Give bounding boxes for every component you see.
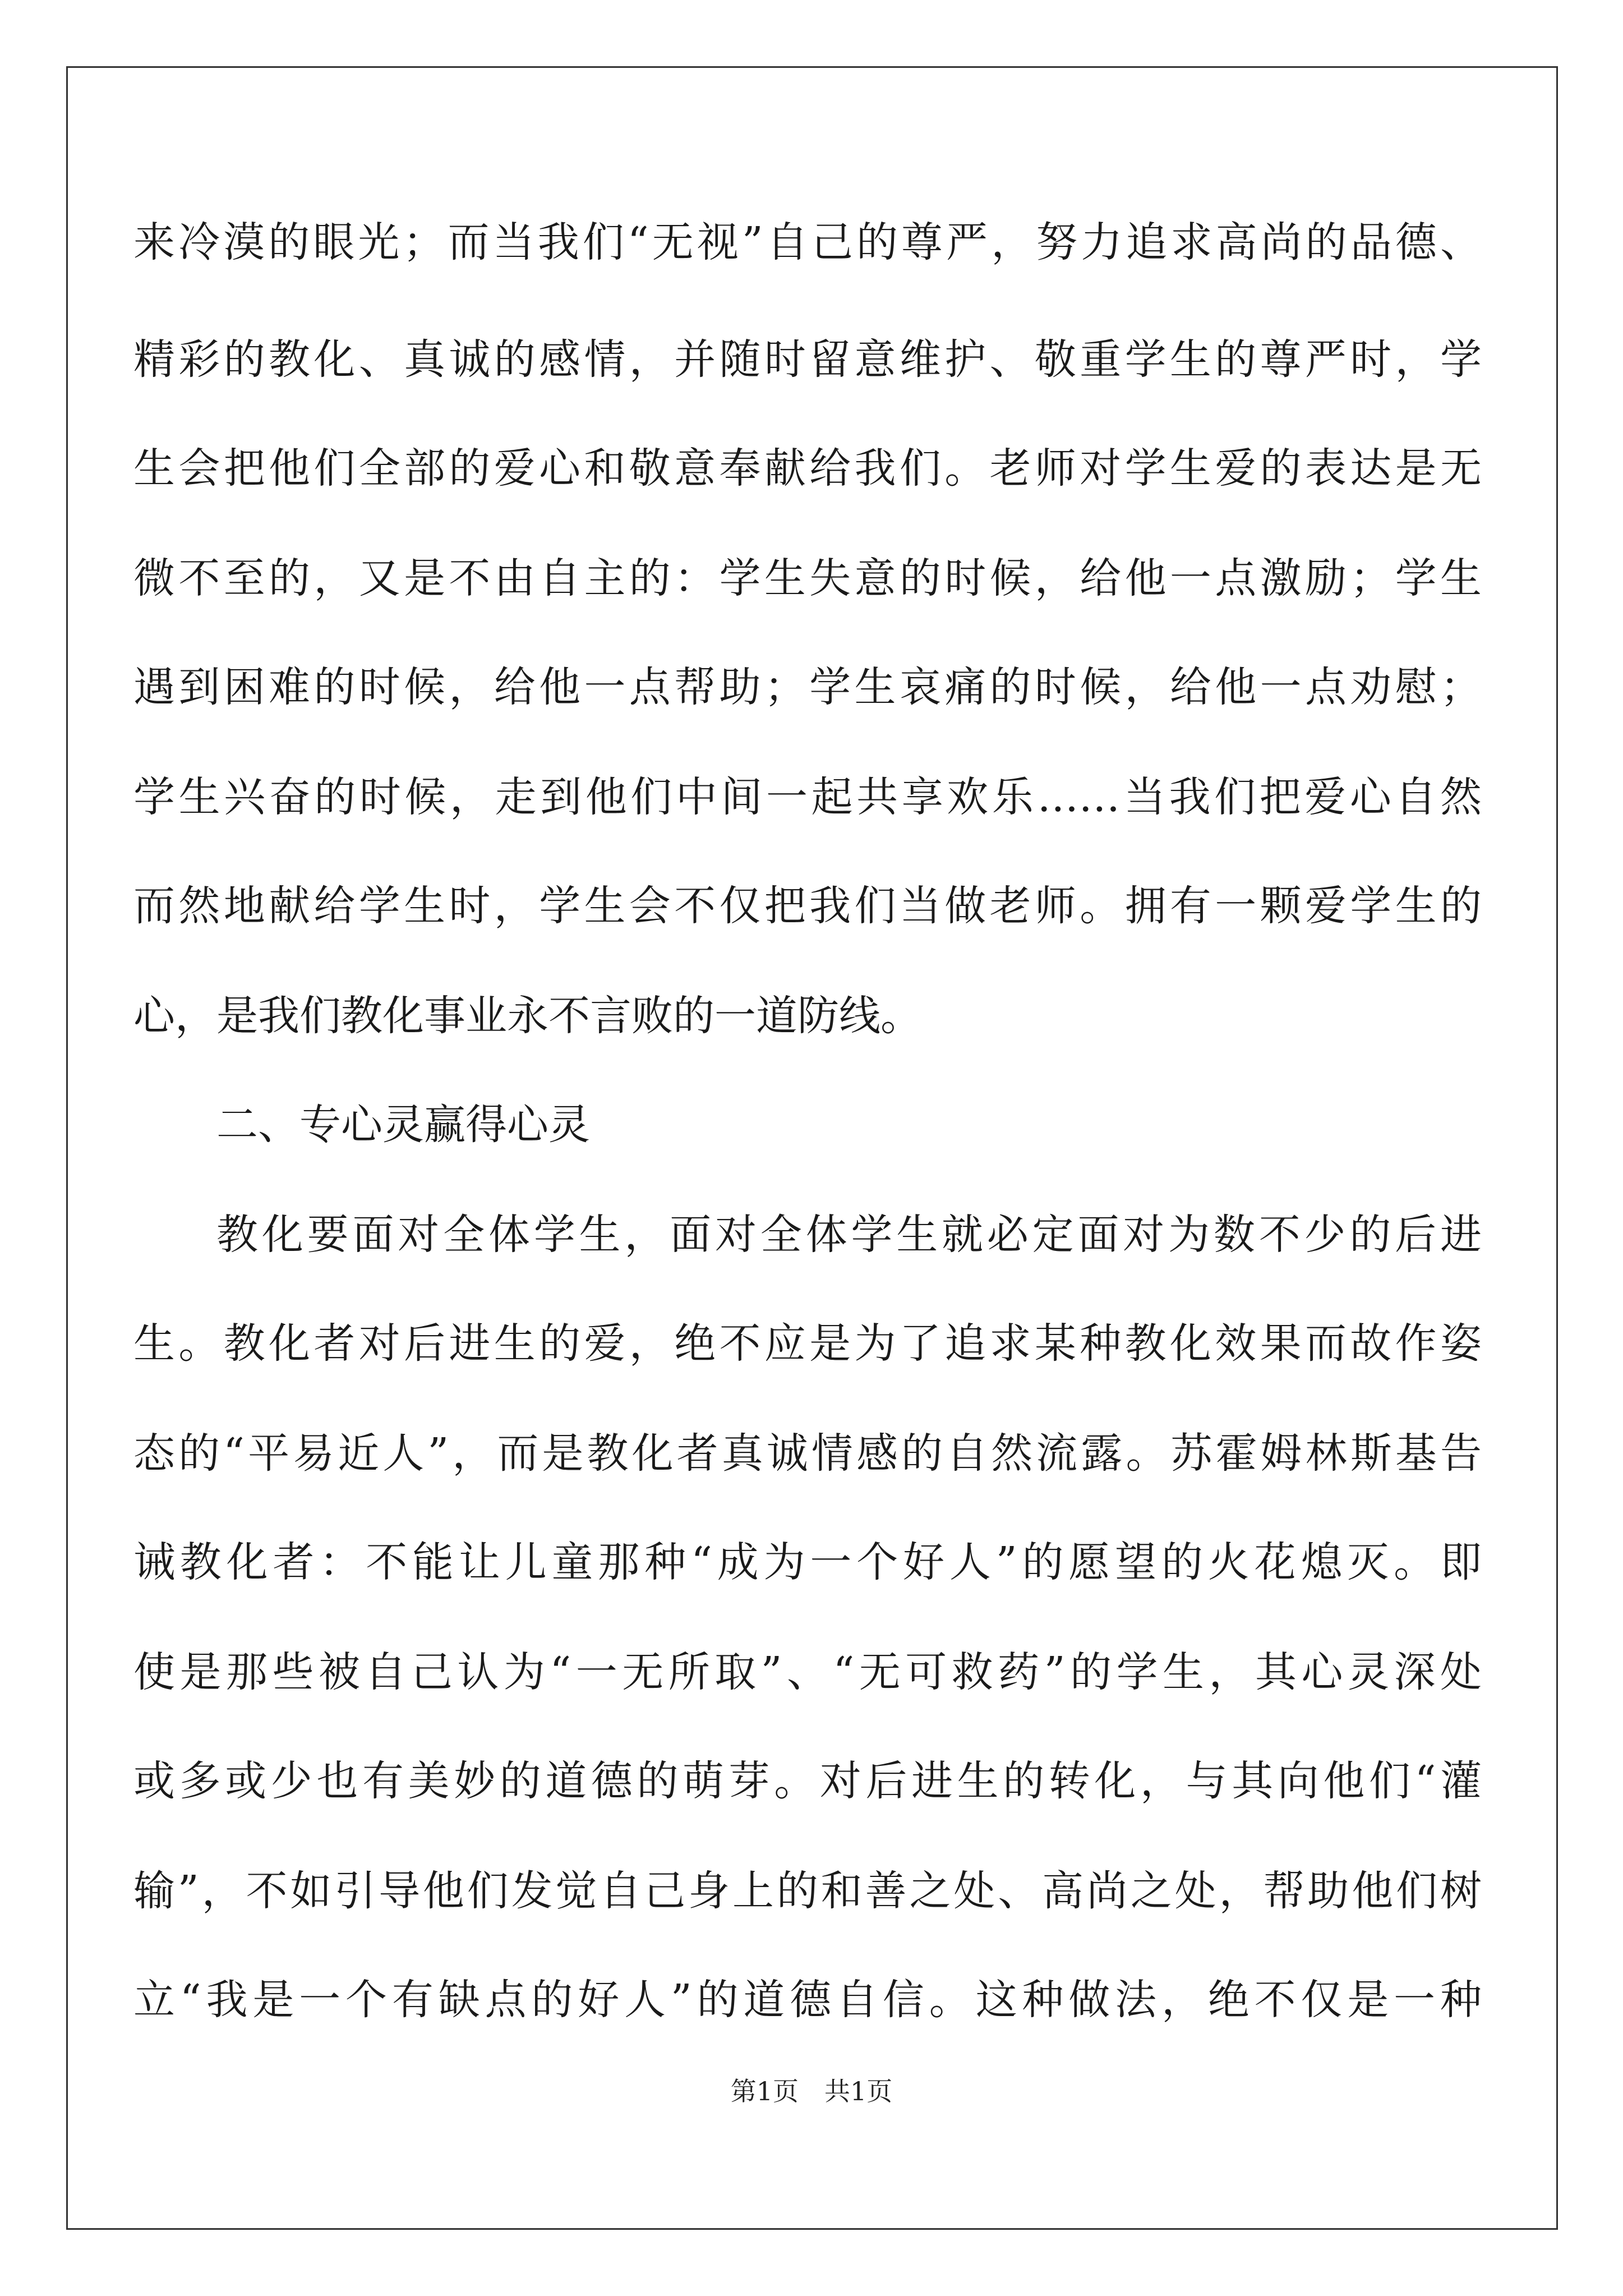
- text-line: 生。教化者对后进生的爱，绝不应是为了追求某种教化效果而故作姿: [133, 1319, 1482, 1368]
- text-line: 而然地献给学生时，学生会不仅把我们当做老师。拥有一颗爱学生的: [133, 882, 1482, 930]
- text-line: 态的“平易近人”，而是教化者真诚情感的自然流露。苏霍姆林斯基告: [133, 1429, 1482, 1478]
- text-line: 生会把他们全部的爱心和敬意奉献给我们。老师对学生爱的表达是无: [133, 444, 1482, 493]
- text-line: 心，是我们教化事业永不言败的一道防线。: [133, 992, 922, 1040]
- text-line: 精彩的教化、真诚的感情，并随时留意维护、敬重学生的尊严时，学: [133, 335, 1482, 384]
- page-number-footer: 第1页 共1页: [730, 2076, 893, 2106]
- text-line: 来冷漠的眼光；而当我们“无视”自己的尊严，努力追求高尚的品德、: [133, 218, 1482, 266]
- text-line: 微不至的，又是不由自主的：学生失意的时候，给他一点激励；学生: [133, 554, 1482, 602]
- text-line: 遇到困难的时候，给他一点帮助；学生哀痛的时候，给他一点劝慰；: [133, 663, 1482, 711]
- text-line: 使是那些被自己认为“一无所取”、“无可救药”的学生，其心灵深处: [133, 1648, 1482, 1696]
- section-heading: 二、专心灵赢得心灵: [216, 1101, 590, 1149]
- text-line: 教化要面对全体学生，面对全体学生就必定面对为数不少的后进: [216, 1211, 1482, 1259]
- text-line: 输”，不如引导他们发觉自己身上的和善之处、高尚之处，帮助他们树: [133, 1867, 1482, 1915]
- text-line: 学生兴奋的时候，走到他们中间一起共享欢乐……当我们把爱心自然: [133, 773, 1482, 821]
- text-line: 立“我是一个有缺点的好人”的道德自信。这种做法，绝不仅是一种: [133, 1976, 1482, 2024]
- text-line: 或多或少也有美妙的道德的萌芽。对后进生的转化，与其向他们“灌: [133, 1757, 1482, 1805]
- text-line: 诫教化者：不能让儿童那种“成为一个好人”的愿望的火花熄灭。即: [133, 1538, 1482, 1586]
